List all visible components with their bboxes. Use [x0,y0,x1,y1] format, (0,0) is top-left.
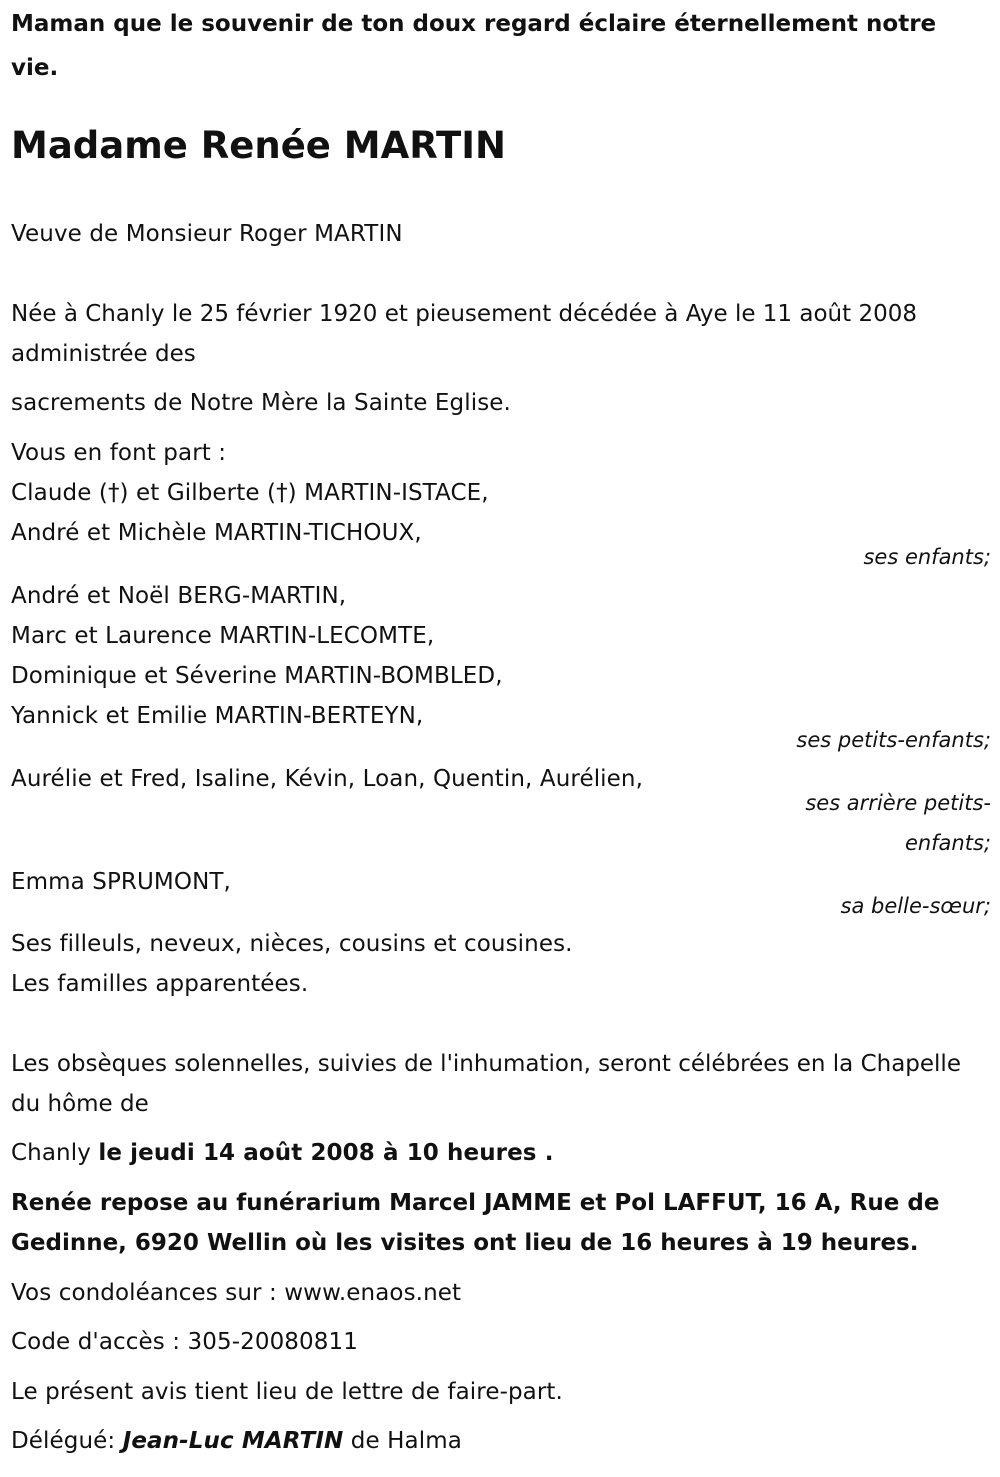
relation-children: ses enfants; [863,545,991,569]
grandchildren-name-3: Dominique et Séverine MARTIN-BOMBLED, [11,663,503,689]
deceased-name: Madame Renée MARTIN [11,124,507,167]
visitation: Renée repose au funérarium Marcel JAMME et Pol LAFFUT, 16 A, Rue de Gedinne, 6920 Wellin où les visites ont lieu de 16 heures à 19 heures. [11,1190,940,1256]
children-name-2: André et Michèle MARTIN-TICHOUX, [11,520,422,546]
relation-grandchildren: ses petits-enfants; [796,728,991,752]
delegate-name: Jean-Luc MARTIN [122,1428,344,1454]
epigraph: Maman que le souvenir de ton doux regard éclaire éternellement notre vie. [11,11,937,81]
grandchildren-name-4: Yannick et Emilie MARTIN-BERTEYN, [11,703,424,729]
condolences: Vos condoléances sur : www.enaos.net [11,1280,462,1306]
funeral-text: Les obsèques solennelles, suivies de l'inhumation, seront célébrées en la Chapelle du hôme de [11,1051,961,1117]
birth-death: Née à Chanly le 25 février 1920 et pieusement décédée à Aye le 11 août 2008 administrée des [11,301,917,367]
funeral-date-line [11,1133,554,1173]
grandchildren-name-2: Marc et Laurence MARTIN-LECOMTE, [11,623,435,649]
funeral-place: Chanly [11,1140,91,1166]
grandchildren-name-1: André et Noël BERG-MARTIN, [11,583,347,609]
children-name-1: Claude (†) et Gilberte (†) MARTIN-ISTACE, [11,480,489,506]
announce-intro: Vous en font part : [11,440,227,466]
relation-sister-in-law: sa belle-sœur; [840,894,991,918]
notice: Le présent avis tient lieu de lettre de faire-part. [11,1379,563,1405]
others-line-1: Ses filleuls, neveux, nièces, cousins et cousines. [11,931,573,957]
access-code: Code d'accès : 305-20080811 [11,1329,358,1355]
others-line-2: Les familles apparentées. [11,971,309,997]
sister-in-law-name: Emma SPRUMONT, [11,869,231,895]
relation-great-grandchildren-2: enfants; [904,831,991,855]
sacraments: sacrements de Notre Mère la Sainte Eglise. [11,390,511,416]
relation-great-grandchildren-1: ses arrière petits- [805,791,991,815]
great-grandchildren-names: Aurélie et Fred, Isaline, Kévin, Loan, Quentin, Aurélien, [11,766,644,792]
delegate-place: de Halma [350,1428,462,1454]
delegate-label: Délégué: [11,1428,116,1454]
funeral-datetime: le jeudi 14 août 2008 à 10 heures . [98,1140,554,1166]
delegate-line [11,1421,462,1461]
widow-of: Veuve de Monsieur Roger MARTIN [11,221,403,247]
